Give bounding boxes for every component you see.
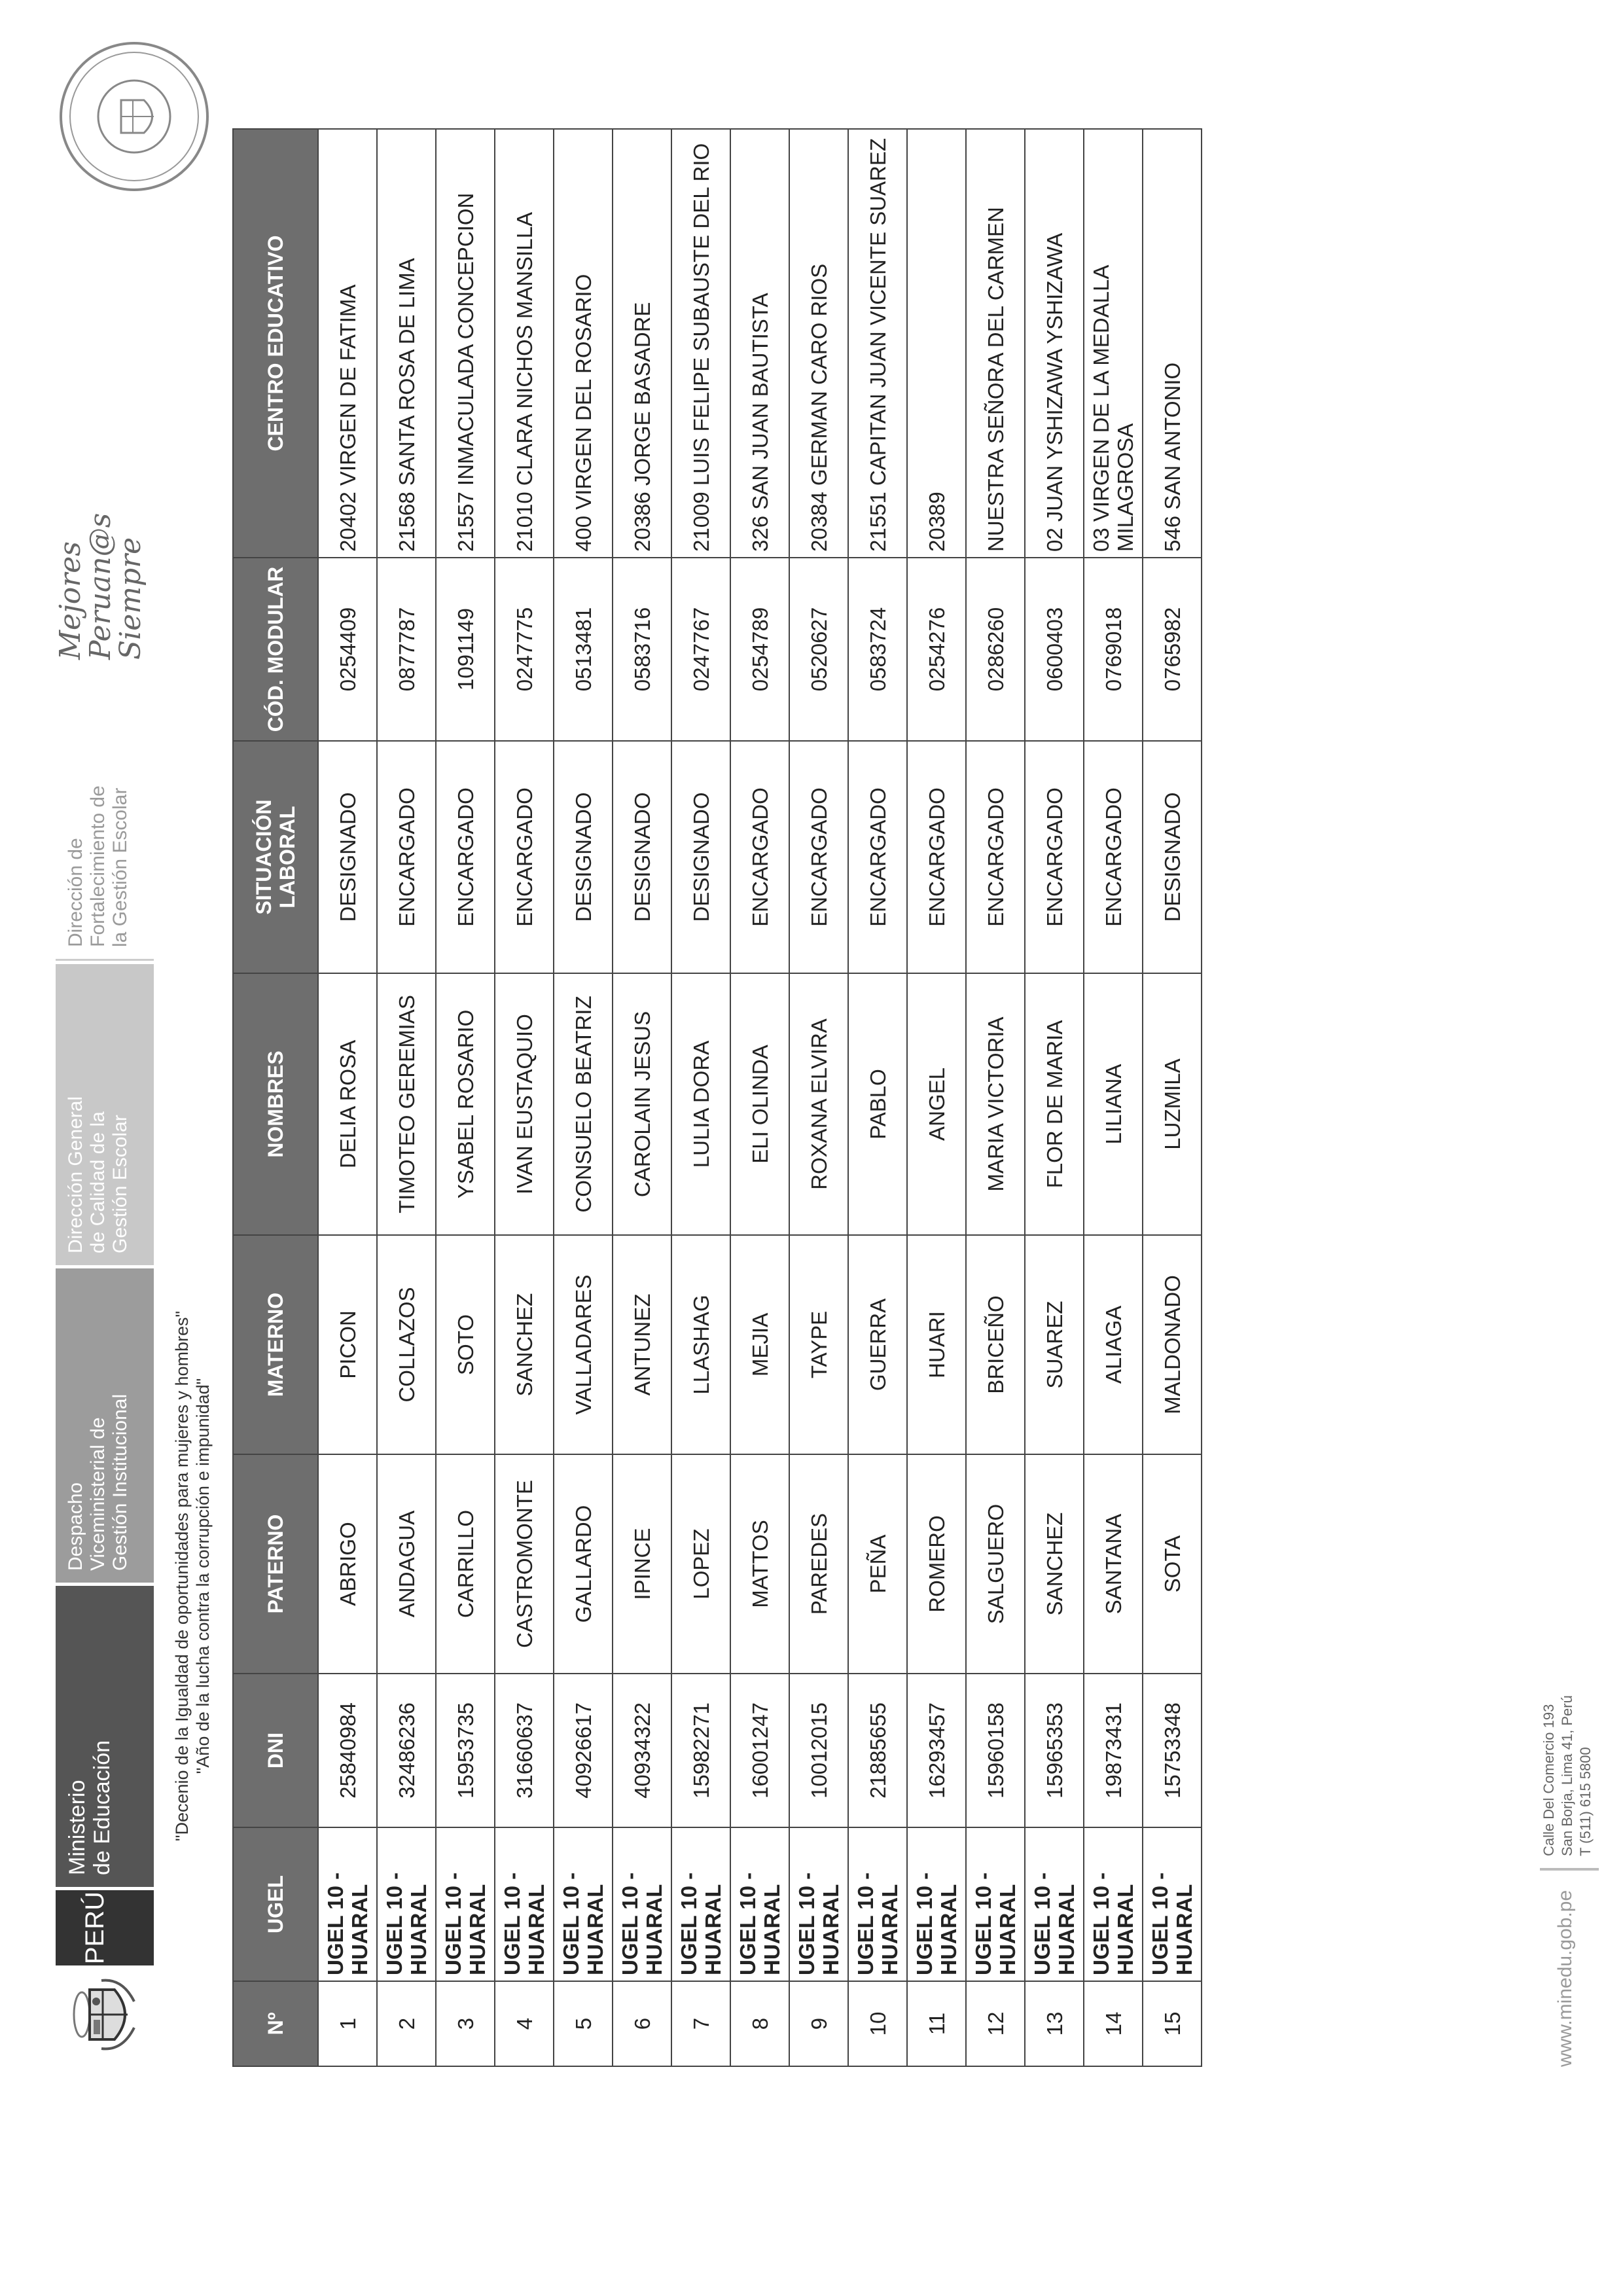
table-row <box>730 129 789 2066</box>
cell-ugel: UGEL 10 - HUARAL <box>436 1827 495 1981</box>
cell-materno: SOTO <box>436 1235 495 1454</box>
staff-table <box>232 128 1202 2067</box>
table-row <box>495 129 554 2066</box>
cell-ugel: UGEL 10 - HUARAL <box>848 1827 907 1981</box>
cell-centro: 03 VIRGEN DE LA MEDALLA MILAGROSA <box>1084 129 1143 558</box>
col-header-situacion: SITUACIÓN LABORAL <box>233 741 318 973</box>
cell-number: 4 <box>495 1981 554 2066</box>
cell-ugel: UGEL 10 - HUARAL <box>495 1827 554 1981</box>
cell-dni: 21885655 <box>848 1674 907 1827</box>
cell-number: 3 <box>436 1981 495 2066</box>
cell-nombres: LUZMILA <box>1143 973 1202 1235</box>
cell-nombres: YSABEL ROSARIO <box>436 973 495 1235</box>
cell-cod-modular: 0286260 <box>966 558 1025 741</box>
cell-paterno: PEÑA <box>848 1454 907 1674</box>
cell-ugel: UGEL 10 - HUARAL <box>907 1827 966 1981</box>
cell-number: 8 <box>730 1981 789 2066</box>
cell-centro: 20402 VIRGEN DE FATIMA <box>318 129 377 558</box>
cell-dni: 15982271 <box>671 1674 730 1827</box>
table-row <box>377 129 436 2066</box>
cell-ugel: UGEL 10 - HUARAL <box>318 1827 377 1981</box>
cell-centro: 400 VIRGEN DEL ROSARIO <box>554 129 613 558</box>
cell-cod-modular: 1091149 <box>436 558 495 741</box>
cell-materno: GUERRA <box>848 1235 907 1454</box>
col-header-paterno: PATERNO <box>233 1454 318 1674</box>
table-row <box>671 129 730 2066</box>
cell-ugel: UGEL 10 - HUARAL <box>1084 1827 1143 1981</box>
cell-centro: 20384 GERMAN CARO RIOS <box>789 129 848 558</box>
page-footer <box>1535 1412 1600 2067</box>
letterhead <box>56 418 154 2054</box>
cell-number: 7 <box>671 1981 730 2066</box>
cell-situacion: ENCARGADO <box>436 741 495 973</box>
cell-materno: VALLADARES <box>554 1235 613 1454</box>
cell-dni: 40934322 <box>613 1674 671 1827</box>
cell-materno: COLLAZOS <box>377 1235 436 1454</box>
cell-cod-modular: 0254276 <box>907 558 966 741</box>
cell-ugel: UGEL 10 - HUARAL <box>789 1827 848 1981</box>
cell-paterno: SALGUERO <box>966 1454 1025 1674</box>
cell-situacion: ENCARGADO <box>730 741 789 973</box>
cell-situacion: ENCARGADO <box>495 741 554 973</box>
footer-address: Calle Del Comercio 193 San Borja, Lima 41, Perú T (511) 615 5800 <box>1541 1695 1594 1856</box>
cell-cod-modular: 0600403 <box>1025 558 1084 741</box>
cell-paterno: ABRIGO <box>318 1454 377 1674</box>
cell-number: 13 <box>1025 1981 1084 2066</box>
cell-ugel: UGEL 10 - HUARAL <box>730 1827 789 1981</box>
cell-number: 12 <box>966 1981 1025 2066</box>
cell-cod-modular: 0769018 <box>1084 558 1143 741</box>
cell-nombres: TIMOTEO GEREMIAS <box>377 973 436 1235</box>
direction-general-block: Dirección General de Calidad de la Gestión Escolar <box>56 964 154 1265</box>
cell-paterno: IPINCE <box>613 1454 671 1674</box>
cell-materno: MALDONADO <box>1143 1235 1202 1454</box>
col-header-cod-modular: CÓD. MODULAR <box>233 558 318 741</box>
cell-ugel: UGEL 10 - HUARAL <box>613 1827 671 1981</box>
col-header-nombres: NOMBRES <box>233 973 318 1235</box>
cell-dni: 31660637 <box>495 1674 554 1827</box>
col-header-materno: MATERNO <box>233 1235 318 1454</box>
table-row <box>318 129 377 2066</box>
table-row <box>1084 129 1143 2066</box>
ministry-block: Ministerio de Educación <box>56 1586 154 1887</box>
table-row <box>436 129 495 2066</box>
cell-situacion: DESIGNADO <box>318 741 377 973</box>
cell-centro: 20386 JORGE BASADRE <box>613 129 671 558</box>
cell-centro: 21557 INMACULADA CONCEPCION <box>436 129 495 558</box>
cell-situacion: DESIGNADO <box>613 741 671 973</box>
direction-block: Dirección de Fortalecimiento de la Gestión Escolar <box>56 686 154 961</box>
cell-paterno: GALLARDO <box>554 1454 613 1674</box>
cell-nombres: MARIA VICTORIA <box>966 973 1025 1235</box>
quote-line-1: "Decenio de la Igualdad de oportunidades para mujeres y hombres" <box>172 1310 192 1842</box>
cell-number: 1 <box>318 1981 377 2066</box>
cell-nombres: CAROLAIN JESUS <box>613 973 671 1235</box>
table-row <box>907 129 966 2066</box>
cell-cod-modular: 0247775 <box>495 558 554 741</box>
cell-situacion: DESIGNADO <box>671 741 730 973</box>
cell-nombres: LULIA DORA <box>671 973 730 1235</box>
cell-paterno: LOPEZ <box>671 1454 730 1674</box>
cell-situacion: ENCARGADO <box>789 741 848 973</box>
table-row <box>966 129 1025 2066</box>
table-body <box>318 129 1202 2066</box>
cell-situacion: ENCARGADO <box>966 741 1025 973</box>
cell-situacion: ENCARGADO <box>848 741 907 973</box>
table-row <box>613 129 671 2066</box>
cell-centro: NUESTRA SEÑORA DEL CARMEN <box>966 129 1025 558</box>
table-row <box>554 129 613 2066</box>
cell-situacion: DESIGNADO <box>1143 741 1202 973</box>
cell-materno: BRICEÑO <box>966 1235 1025 1454</box>
cell-dni: 32486236 <box>377 1674 436 1827</box>
cell-number: 10 <box>848 1981 907 2066</box>
cell-materno: ANTUNEZ <box>613 1235 671 1454</box>
cell-centro: 21009 LUIS FELIPE SUBAUSTE DEL RIO <box>671 129 730 558</box>
cell-cod-modular: 0247767 <box>671 558 730 741</box>
cell-dni: 19873431 <box>1084 1674 1143 1827</box>
cell-centro: 02 JUAN YSHIZAWA YSHIZAWA <box>1025 129 1084 558</box>
cell-cod-modular: 0513481 <box>554 558 613 741</box>
cell-dni: 15965353 <box>1025 1674 1084 1827</box>
cell-materno: TAYPE <box>789 1235 848 1454</box>
cell-materno: PICON <box>318 1235 377 1454</box>
dispatch-block: Despacho Viceministerial de Gestión Institucional <box>56 1268 154 1583</box>
cell-situacion: ENCARGADO <box>377 741 436 973</box>
cell-dni: 40926617 <box>554 1674 613 1827</box>
col-header-number: Nº <box>233 1981 318 2066</box>
cell-dni: 16001247 <box>730 1674 789 1827</box>
cell-materno: MEJIA <box>730 1235 789 1454</box>
cell-centro: 326 SAN JUAN BAUTISTA <box>730 129 789 558</box>
country-block: PERÚ <box>56 1890 154 1965</box>
cell-nombres: PABLO <box>848 973 907 1235</box>
cell-nombres: ROXANA ELVIRA <box>789 973 848 1235</box>
decade-quotes <box>171 1085 213 2067</box>
cell-materno: LLASHAG <box>671 1235 730 1454</box>
col-header-dni: DNI <box>233 1674 318 1827</box>
national-crest-icon <box>62 1975 141 2054</box>
cell-paterno: SANTANA <box>1084 1454 1143 1674</box>
col-header-ugel: UGEL <box>233 1827 318 1981</box>
cell-nombres: DELIA ROSA <box>318 973 377 1235</box>
cell-number: 6 <box>613 1981 671 2066</box>
cell-nombres: FLOR DE MARIA <box>1025 973 1084 1235</box>
cell-nombres: LILIANA <box>1084 973 1143 1235</box>
cell-cod-modular: 0583724 <box>848 558 907 741</box>
cell-paterno: ANDAGUA <box>377 1454 436 1674</box>
cell-situacion: ENCARGADO <box>907 741 966 973</box>
cell-ugel: UGEL 10 - HUARAL <box>671 1827 730 1981</box>
cell-centro: 20389 <box>907 129 966 558</box>
official-seal-icon <box>56 38 213 195</box>
cell-paterno: ROMERO <box>907 1454 966 1674</box>
cell-centro: 21010 CLARA NICHOS MANSILLA <box>495 129 554 558</box>
cell-paterno: CASTROMONTE <box>495 1454 554 1674</box>
cell-dni: 15753348 <box>1143 1674 1202 1827</box>
cell-cod-modular: 0583716 <box>613 558 671 741</box>
cell-centro: 21568 SANTA ROSA DE LIMA <box>377 129 436 558</box>
cell-number: 15 <box>1143 1981 1202 2066</box>
cell-cod-modular: 0877787 <box>377 558 436 741</box>
cell-number: 9 <box>789 1981 848 2066</box>
table-header-row <box>233 129 318 2066</box>
cell-situacion: ENCARGADO <box>1084 741 1143 973</box>
col-header-centro: CENTRO EDUCATIVO <box>233 129 318 558</box>
cell-situacion: DESIGNADO <box>554 741 613 973</box>
motto-logo: Mejores Peruan@s Siempre <box>54 512 147 660</box>
cell-ugel: UGEL 10 - HUARAL <box>1143 1827 1202 1981</box>
cell-nombres: CONSUELO BEATRIZ <box>554 973 613 1235</box>
footer-divider <box>1540 1868 1599 1871</box>
cell-ugel: UGEL 10 - HUARAL <box>1025 1827 1084 1981</box>
quote-line-2: "Año de la lucha contra la corrupción e impunidad" <box>193 1378 213 1774</box>
cell-centro: 546 SAN ANTONIO <box>1143 129 1202 558</box>
cell-materno: SUAREZ <box>1025 1235 1084 1454</box>
cell-ugel: UGEL 10 - HUARAL <box>377 1827 436 1981</box>
cell-nombres: ELI OLINDA <box>730 973 789 1235</box>
cell-number: 14 <box>1084 1981 1143 2066</box>
cell-dni: 25840984 <box>318 1674 377 1827</box>
cell-situacion: ENCARGADO <box>1025 741 1084 973</box>
cell-materno: HUARI <box>907 1235 966 1454</box>
cell-number: 2 <box>377 1981 436 2066</box>
cell-paterno: CARRILLO <box>436 1454 495 1674</box>
table-row <box>848 129 907 2066</box>
footer-url: www.minedu.gob.pe <box>1554 1890 1576 2067</box>
cell-dni: 15960158 <box>966 1674 1025 1827</box>
cell-dni: 10012015 <box>789 1674 848 1827</box>
table-row <box>1025 129 1084 2066</box>
cell-cod-modular: 0765982 <box>1143 558 1202 741</box>
cell-number: 5 <box>554 1981 613 2066</box>
cell-dni: 15953735 <box>436 1674 495 1827</box>
cell-ugel: UGEL 10 - HUARAL <box>554 1827 613 1981</box>
cell-paterno: MATTOS <box>730 1454 789 1674</box>
cell-materno: SANCHEZ <box>495 1235 554 1454</box>
table-row <box>789 129 848 2066</box>
cell-number: 11 <box>907 1981 966 2066</box>
cell-nombres: ANGEL <box>907 973 966 1235</box>
cell-dni: 16293457 <box>907 1674 966 1827</box>
cell-cod-modular: 0254409 <box>318 558 377 741</box>
cell-paterno: SANCHEZ <box>1025 1454 1084 1674</box>
cell-cod-modular: 0520627 <box>789 558 848 741</box>
cell-ugel: UGEL 10 - HUARAL <box>966 1827 1025 1981</box>
cell-nombres: IVAN EUSTAQUIO <box>495 973 554 1235</box>
cell-paterno: SOTA <box>1143 1454 1202 1674</box>
cell-paterno: PAREDES <box>789 1454 848 1674</box>
cell-cod-modular: 0254789 <box>730 558 789 741</box>
cell-materno: ALIAGA <box>1084 1235 1143 1454</box>
cell-centro: 21551 CAPITAN JUAN VICENTE SUAREZ <box>848 129 907 558</box>
table-row <box>1143 129 1202 2066</box>
